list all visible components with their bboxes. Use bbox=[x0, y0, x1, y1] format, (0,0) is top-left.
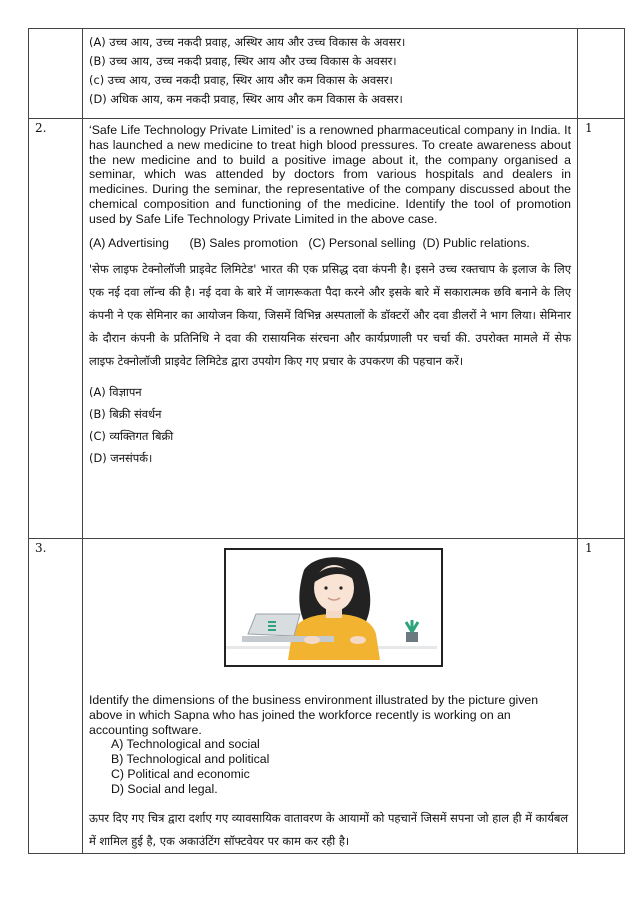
option-b-hi: (B) उच्च आय, उच्च नकदी प्रवाह, स्थिर आय और उच्च विकास के अवसर। bbox=[89, 54, 397, 68]
question-text-hi: ऊपर दिए गए चित्र द्वारा दर्शाए गए व्यावसायिक वातावरण के आयामों को पहचानें जिसमें सपना जो हाल ही में कार्यबल में शामिल हुई है, एक अकाउंटिंग सॉफ्टवेयर पर काम कर रही है। bbox=[89, 810, 569, 848]
option-d-hi: (D) जनसंपर्क। bbox=[89, 450, 153, 465]
illustration-svg bbox=[226, 550, 437, 661]
marks-cell bbox=[578, 29, 625, 119]
question-number: 2. bbox=[29, 119, 83, 539]
question-text-hi: 'सेफ लाइफ टेक्नोलॉजी प्राइवेट लिमिटेड' भारत की एक प्रसिद्ध दवा कंपनी है। इसने उच्च रक्तचाप के इलाज के लिए एक नई दवा लॉन्च की है। नई दवा के बारे में जागरूकता पैदा करने और इसके बारे में सकारात्मक छवि बनाने के लिए कंपनी ने एक सेमिनार का आयोजन किया, जिसमें विभिन्न अस्पतालों के डॉक्टरों और दवा डीलरों ने भाग लिया। सेमिनार के दौरान कंपनी के प्रतिनिधि ने दवा की रासायनिक संरचना और कार्यप्रणाली पर चर्चा की. उपरोक्त मामले में सेफ लाइफ टेक्नोलॉजी प्राइवेट लिमिटेड द्वारा उपयोग किए गए प्रचार के उपकरण की पहचान करें। bbox=[89, 261, 571, 368]
option-d-hi: (D) अधिक आय, कम नकदी प्रवाह, स्थिर आय और कम विकास के अवसर। bbox=[89, 92, 403, 106]
marks-value: 1 bbox=[578, 119, 625, 539]
option-d-en: D) Social and legal. bbox=[111, 781, 218, 796]
question-row-1-continued bbox=[29, 29, 625, 119]
option-c-en: C) Political and economic bbox=[111, 766, 250, 781]
options-en bbox=[89, 737, 571, 796]
option-b-en: B) Technological and political bbox=[111, 752, 270, 767]
question-body-cell bbox=[83, 119, 578, 539]
question-text-en: Identify the dimensions of the business environment illustrated by the picture given above in which Sapna who has joined the workforce recently is working on an accounting software. bbox=[89, 693, 539, 737]
question-body-cell bbox=[83, 29, 578, 119]
question-number: 3. bbox=[29, 539, 83, 854]
option-a-en: A) Technological and social bbox=[111, 737, 260, 752]
option-c-hi: (c) उच्च आय, उच्च नकदी प्रवाह, स्थिर आय और कम विकास के अवसर। bbox=[89, 73, 393, 87]
question-body-cell bbox=[83, 539, 578, 854]
question-table bbox=[28, 28, 625, 854]
option-a-hi: (A) उच्च आय, उच्च नकदी प्रवाह, अस्थिर आय और उच्च विकास के अवसर। bbox=[89, 35, 406, 49]
question-row-3 bbox=[29, 539, 625, 854]
marks-value: 1 bbox=[578, 539, 625, 854]
question-text-en: ‘Safe Life Technology Private Limited’ is a renowned pharmaceutical company in India. It has launched a new medicine to treat high blood pressures. To create awareness about the new medicine and to build a positive image about it, the company organised a seminar, which was attended by doctors from various hospitals and dealers in medicines. During the seminar, the representative of the company discussed about the chemical composition and functioning of the medicine. Identify the tool of promotion used by Safe Life Technology Private Limited in the above case. bbox=[89, 123, 571, 226]
question-row-2 bbox=[29, 119, 625, 539]
options-en: (A) Advertising (B) Sales promotion (C) Personal selling (D) Public relations. bbox=[89, 235, 530, 250]
option-c-hi: (C) व्यक्तिगत बिक्री bbox=[89, 428, 174, 443]
options-hi bbox=[89, 381, 571, 469]
question-number-cell bbox=[29, 29, 83, 119]
option-a-hi: (A) विज्ञापन bbox=[89, 384, 142, 399]
woman-at-laptop-illustration bbox=[224, 548, 443, 667]
option-b-hi: (B) बिक्री संवर्धन bbox=[89, 406, 162, 421]
